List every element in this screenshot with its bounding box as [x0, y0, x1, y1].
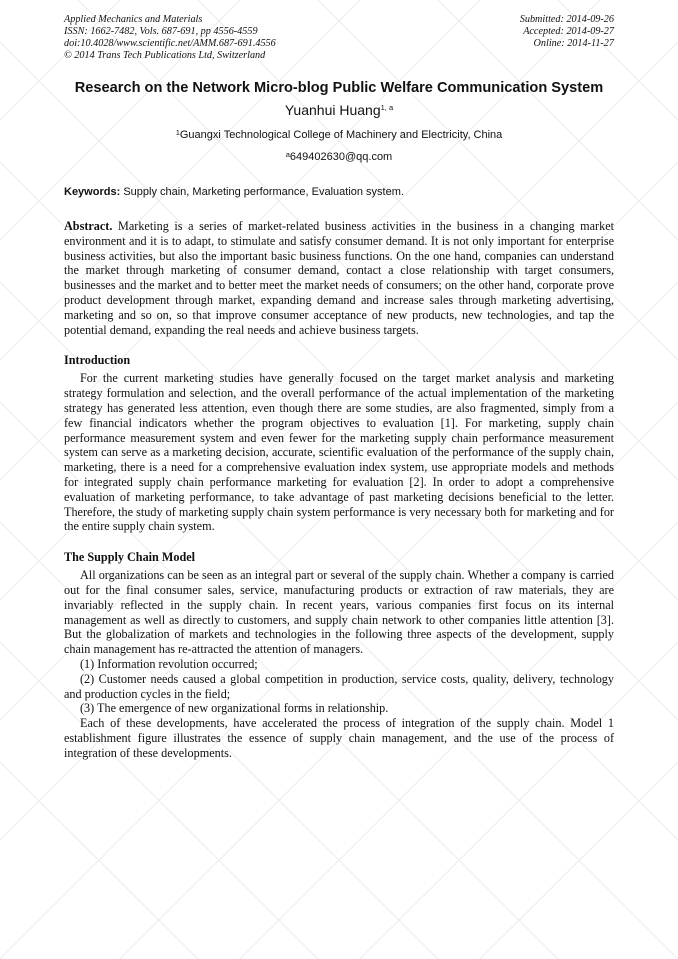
journal-name: Applied Mechanics and Materials: [64, 14, 203, 25]
email-sup: a: [285, 150, 290, 159]
journal-info: [64, 14, 276, 62]
affiliation-sup: 1: [175, 128, 180, 137]
author-sup: 1, a: [380, 103, 394, 112]
author: [64, 100, 614, 120]
paper-title: Research on the Network Micro-blog Public Welfare Communication System: [74, 80, 604, 96]
keywords: [64, 185, 614, 199]
supply-chain-paragraph: All organizations can be seen as an integral part or several of the supply chain. Whether a company is carried out for the final consumer sales, service, manufacturing products or extraction of raw materials, they are invariably reflected in the supply chain. In recent years, various companies first focus on its internal management as well as directly to customers, and supply chain network to other companies little attention [3]. But the globalization of markets and technologies in the following three aspects of the development, supply chain management has re-attracted the attention of managers.: [64, 568, 614, 657]
email-text: 649402630@qq.com: [289, 151, 393, 163]
list-item: (3) The emergence of new organizational forms in relationship.: [80, 701, 389, 716]
section-heading-supply-chain-model: The Supply Chain Model: [64, 550, 196, 565]
abstract-label: Abstract.: [64, 219, 113, 233]
submission-dates: [520, 14, 614, 62]
submitted-date: Submitted: 2014-09-26: [519, 14, 614, 25]
accepted-date: Accepted: 2014-09-27: [523, 26, 614, 37]
section-heading-introduction: Introduction: [64, 353, 131, 368]
list-item: (1) Information revolution occurred;: [80, 656, 258, 671]
journal-copyright: © 2014 Trans Tech Publications Ltd, Switzerland: [64, 50, 266, 61]
author-name: Yuanhui Huang: [284, 102, 381, 118]
keywords-text: Supply chain, Marketing performance, Evaluation system.: [123, 186, 404, 198]
affiliation-text: Guangxi Technological College of Machinery and Electricity, China: [179, 129, 503, 141]
abstract-text: Marketing is a series of market-related business activities in the business in a changing market environment and it is to adapt, to stimulate and satisfy consumer demand. It is not only important for enterprise business activities, but also the important basic business functions. On the one hand, companies can understand the market through marketing of consumer demand, contact a close relationship with target consumers, businesses and the market and to better meet the market needs of consumers; on the other hand, corporate prove product development through market, expanding demand and increase sales through marketing advertising, marketing and so on, so that improve consumer acceptance of new products, new technologies, and tap the potential demand, expanding the real needs and achieve business targets.: [64, 219, 615, 337]
supply-chain-closing-paragraph: Each of these developments, have accelerated the process of integration of the supply chain. Model 1 establishment figure illustrates the essence of supply chain management, and the use of the process of integration of these developments.: [64, 716, 614, 760]
paper-page: [64, 14, 614, 761]
journal-doi: doi:10.4028/www.scientific.net/AMM.687-691.4556: [64, 38, 276, 49]
journal-issn: ISSN: 1662-7482, Vols. 687-691, pp 4556-4559: [64, 26, 258, 37]
online-date: Online: 2014-11-27: [533, 38, 614, 49]
author-email: [64, 150, 614, 164]
journal-header: [64, 14, 614, 62]
introduction-paragraph: For the current marketing studies have generally focused on the target market analysis and marketing strategy formulation and selection, and the overall performance of the actual implementation of the marketing strategy has generated less attention, even though there are some studies, are also fragmented, simply from a few financial indicators whether the program objectives to evaluation [1]. For marketing, supply chain performance measurement system and even fewer for the marketing supply chain performance measurement system can serve as a marketing decision, accurate, scientific evaluation of the performance of the supply chain, marketing, there is a need for a comprehensive evaluation index system, use appropriate models and methods for integrated supply chain performance marketing for evaluation [2]. In order to adopt a comprehensive evaluation of marketing performance, to take advantage of past marketing decisions beneficial to the letter. Therefore, the study of marketing supply chain system performance is very necessary both for marketing and for the entire supply chain system.: [64, 371, 614, 534]
keywords-label: Keywords:: [64, 186, 121, 198]
abstract: [64, 219, 614, 337]
affiliation: [64, 128, 614, 142]
list-item: (2) Customer needs caused a global competition in production, service costs, quality, delivery, technology and production cycles in the field;: [64, 671, 614, 701]
